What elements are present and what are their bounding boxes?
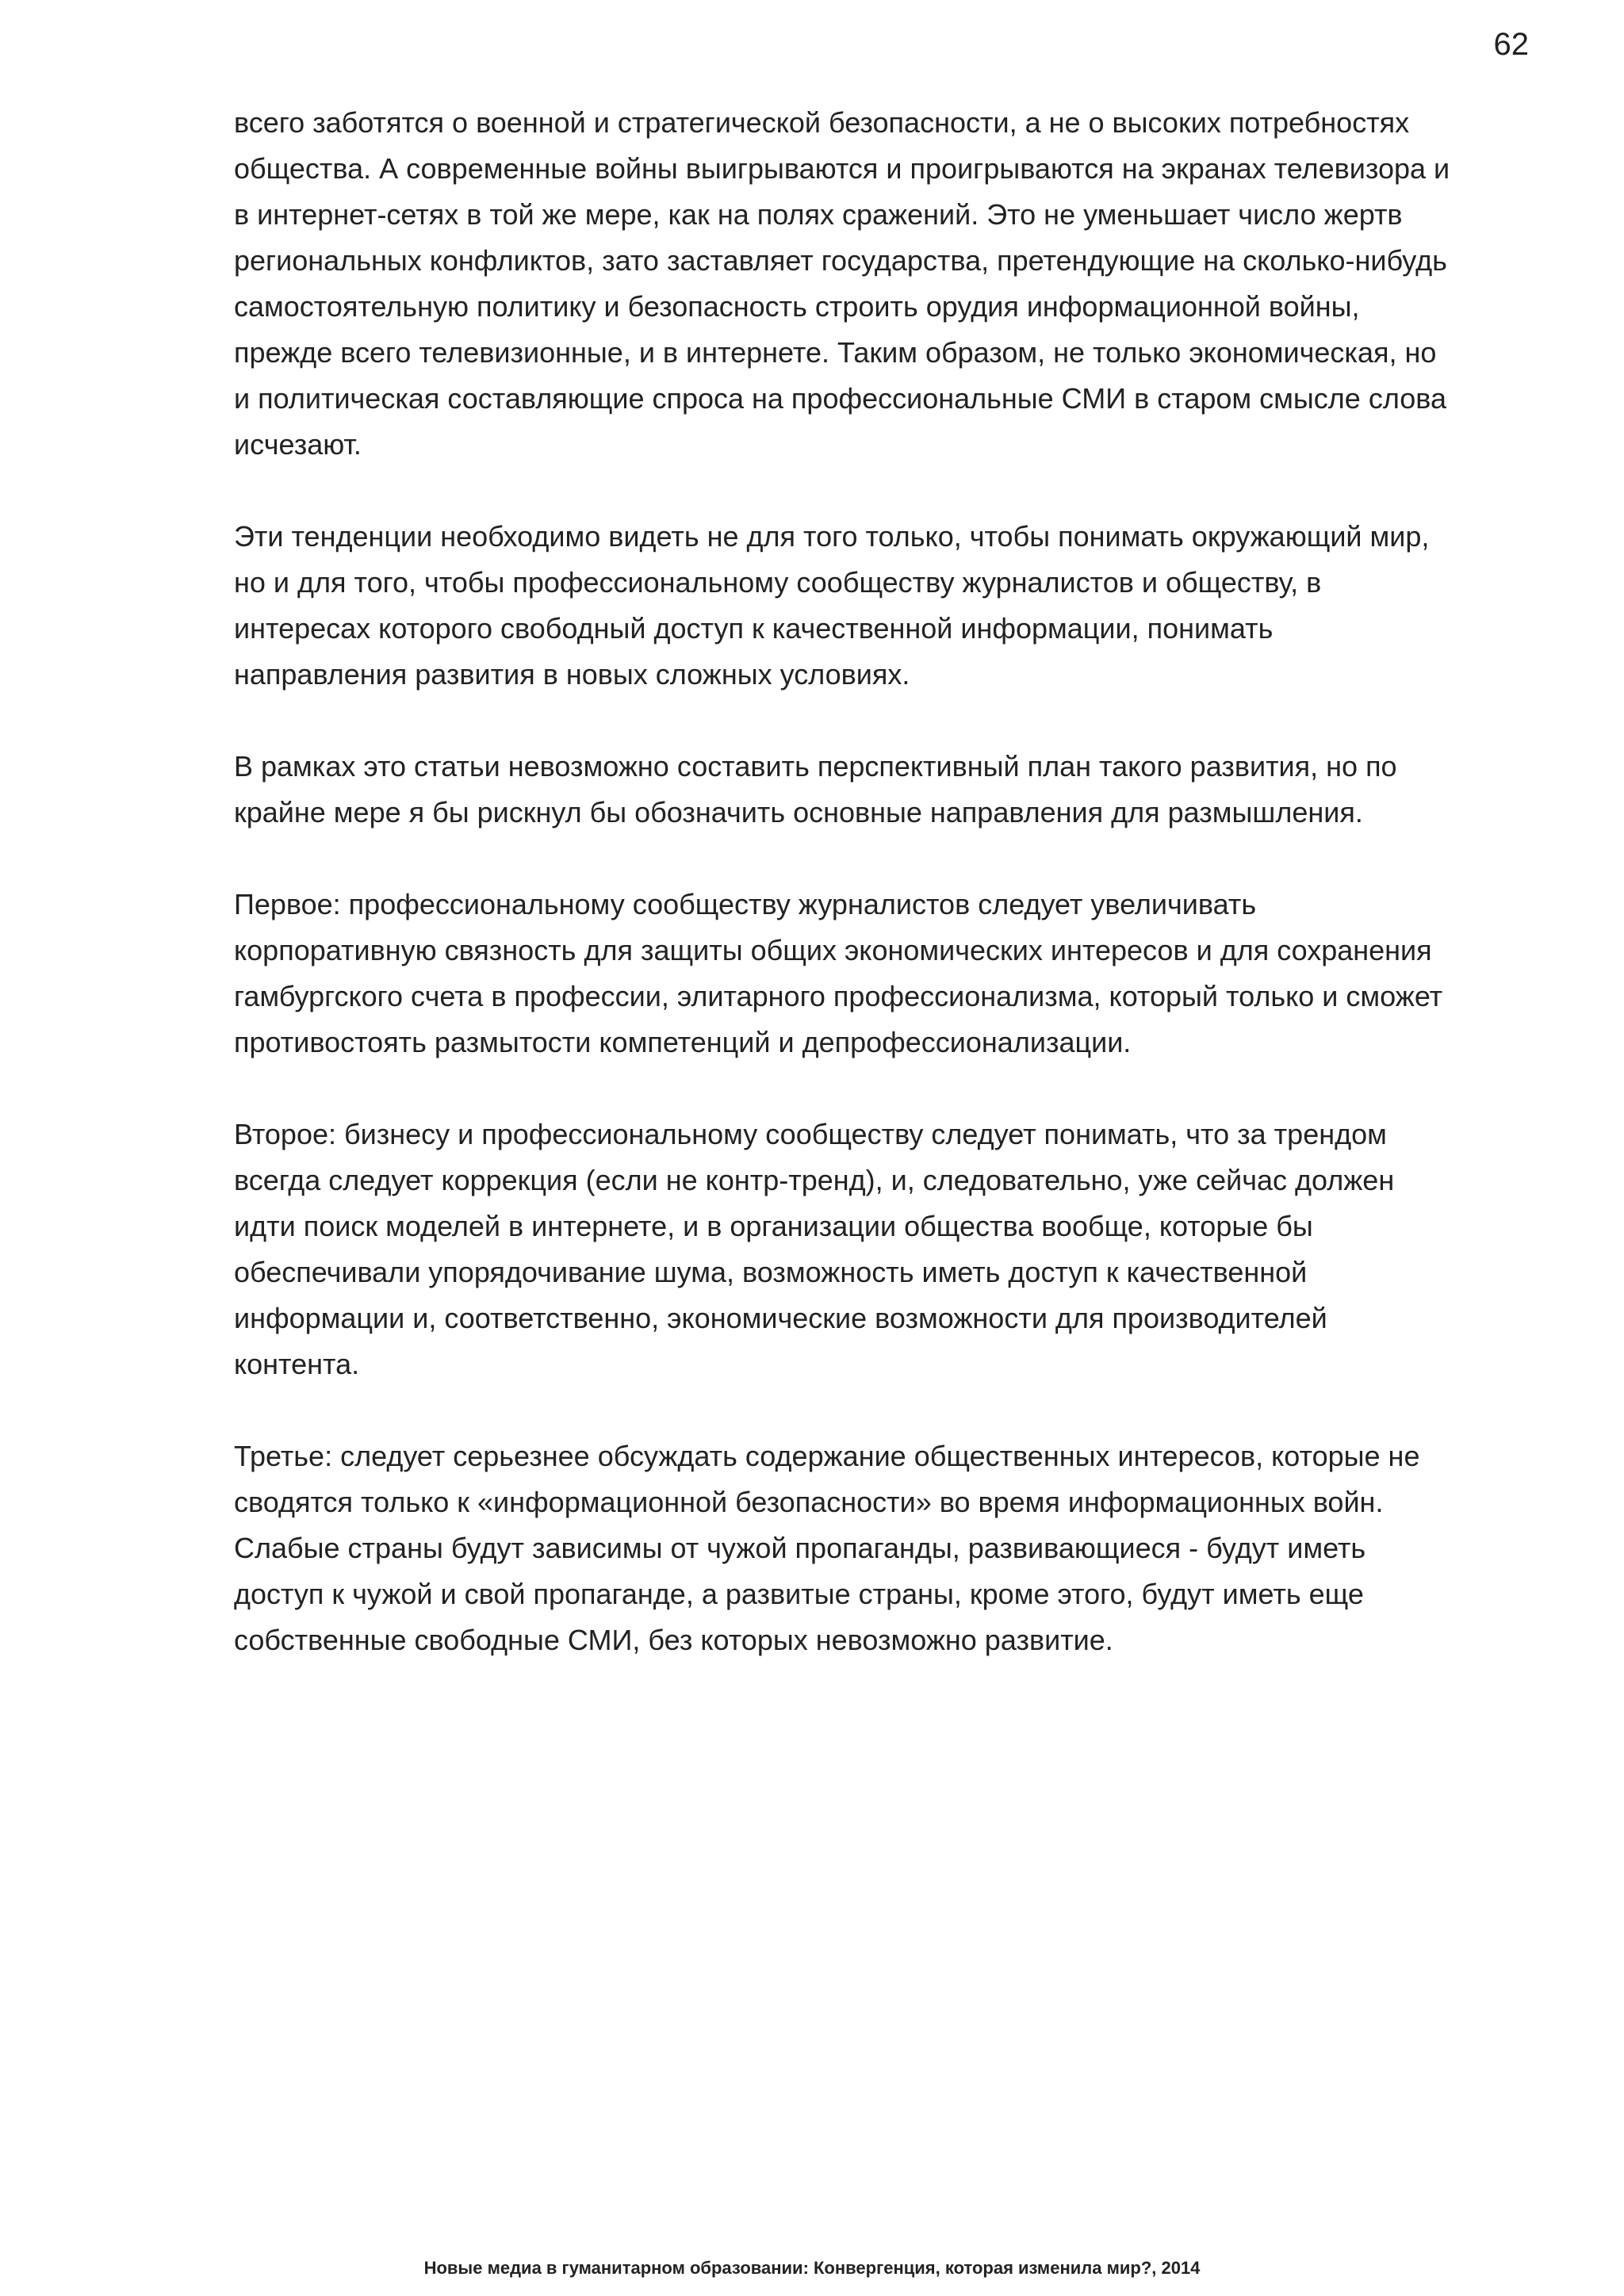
page-number: 62 — [1493, 27, 1529, 62]
page-footer: Новые медиа в гуманитарном образовании: Конвергенция, которая изменила мир?, 2014 — [423, 2258, 1201, 2278]
paragraph: Вторoе: бизнесу и профессиональному сообществу следует понимать, что за трендом всегда следует коррекция (если не контр-тренд), и, следовательно, уже сейчас должен идти поиск моделей в интернете, и в организации общества вообще, которые бы обеспечивали упорядочивание шума, возможность иметь доступ к качественной информации и, соответственно, экономические возможности для производителей контента. — [234, 1118, 1395, 1380]
paragraph: Третье: следует серьезнее обсуждать содержание общественных интересов, которые не сводятся только к «информационной безопасности» во время информационных войн. Слабые страны будут зависимы от чужой пропаганды, развивающиеся - будут иметь доступ к чужой и свой пропаганде, а развитые страны, кроме этого, будут иметь еще собственные свободные СМИ, без которых невозможно развитие. — [234, 1440, 1420, 1656]
body-text — [234, 100, 1534, 1709]
paragraph: Эти тенденции необходимо видеть не для того только, чтобы понимать окружающий мир, но и для того, чтобы профессиональному сообществу журналистов и обществу, в интересах которого свободный доступ к качественной информации, понимать направления развития в новых сложных условиях. — [234, 520, 1430, 691]
paragraph: всего заботятся о военной и стратегической безопасности, а не о высоких потребностях общества. А современные войны выигрываются и проигрываются на экранах телевизора и в интернет-сетях в той же мере, как на полях сражений. Это не уменьшает число жертв региональных конфликтов, зато заставляет государства, претендующие на сколько-нибудь самостоятельную политику и безопасность строить орудия информационной войны, прежде всего телевизионные, и в интернете. Таким образом, не только экономическая, но и политическая составляющие спроса на профессиональные СМИ в старом смысле слова исчезают. — [234, 106, 1450, 461]
paragraph: Первое: профессиональному сообществу журналистов следует увеличивать корпоративную связность для защиты общих экономических интересов и для сохранения гамбургского счета в профессии, элитарного профессионализма, который только и сможет противостоять размытости компетенций и депрофессионализации. — [234, 888, 1443, 1058]
paragraph: В рамках это статьи невозможно составить перспективный план такого развития, но по крайне мере я бы рискнул бы обозначить основные направления для размышления. — [234, 750, 1397, 828]
